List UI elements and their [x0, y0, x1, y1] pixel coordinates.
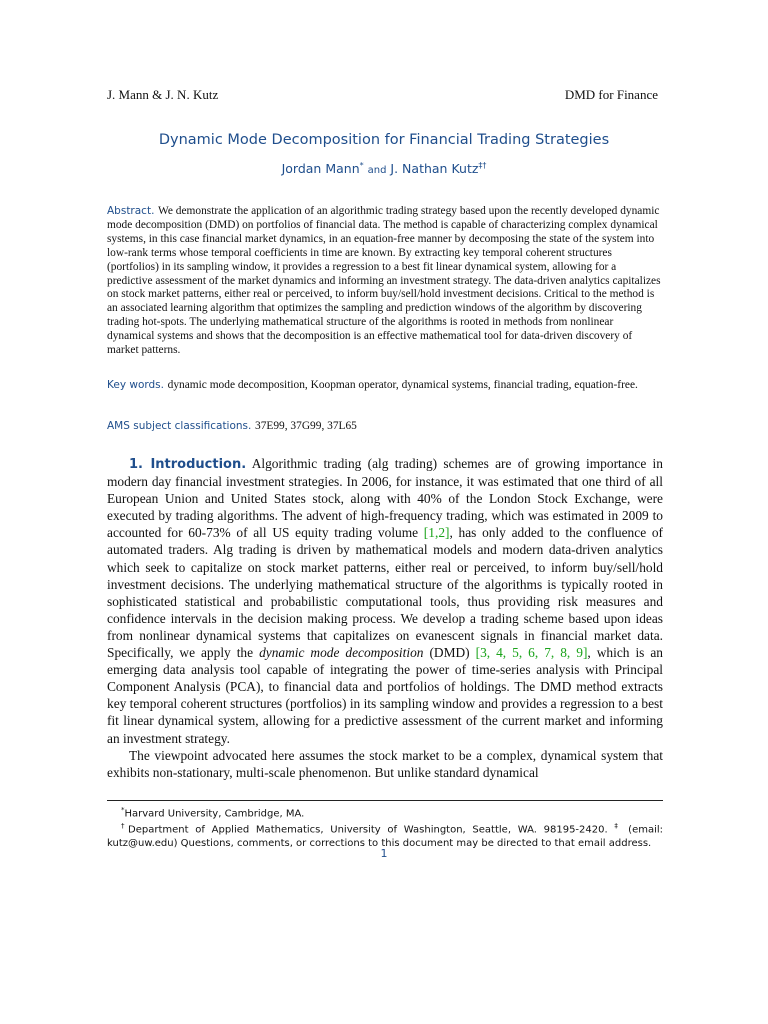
- ams-block: [107, 419, 663, 433]
- keywords-label: Key words.: [107, 379, 164, 391]
- paper-title: Dynamic Mode Decomposition for Financial Trading Strategies: [158, 132, 610, 148]
- author-line: [0, 161, 768, 176]
- citation-link[interactable]: 7,: [544, 645, 555, 661]
- citation-link[interactable]: [1,: [423, 525, 439, 541]
- intro-paragraph-2: The viewpoint advocated here assumes the stock market to be a complex, dynamical system that exhibits non-stationary, multi-scale phenomenon. But unlike standard dynamical: [107, 747, 663, 780]
- abstract-block: [107, 204, 663, 357]
- author-conjunction: and: [367, 165, 387, 177]
- citation-link[interactable]: 6,: [528, 645, 539, 661]
- author-name-2: J. Nathan Kutz: [390, 161, 479, 177]
- running-head-right: DMD for Finance: [564, 87, 658, 102]
- running-head-left: J. Mann & J. N. Kutz: [107, 87, 219, 102]
- ams-label: AMS subject classifications.: [107, 420, 252, 432]
- intro-text-d: , which is an emerging data analysis tool capable of integrating the power of time-series analysis with Principal Component Analysis (PCA), to financial data and portfolios of holdings. The DMD method extracts key temporal coherent structures (portfolios) in its sampling window and provides a regression to a best fit linear dynamical system, allowing for a predictive assessment of the current market and informing an investment strategy.: [107, 645, 663, 746]
- footnote-divider: [107, 800, 663, 801]
- ams-text: 37E99, 37G99, 37L65: [255, 420, 357, 432]
- footnote-3-text: (email: kutz@uw.edu) Questions, comments, or corrections to this document may be directed to that email address.: [107, 824, 664, 849]
- author-footnote-mark-2: ‡†: [478, 161, 487, 170]
- intro-text-b: , has only added to the confluence of automated traders. Alg trading is driven by mathematical models and modern data-driven analytics which seek to capitalize on stock market patterns, either real or perceived, to inform buy/sell/hold investment decisions. The underlying mathematical structure of the algorithms is typically rooted in sophisticated statistical and probabilistic computational tools, thus providing risk measures and confidence intervals in the decision making process. We develop a trading scheme based upon ideas from nonlinear dynamical systems that capitalizes on evanescent signals in financial market data. Specifically, we apply the: [107, 525, 663, 661]
- section-heading: 1. Introduction.: [129, 457, 247, 472]
- abstract-text: We demonstrate the application of an algorithmic trading strategy based upon the recently developed dynamic mode decomposition (DMD) on portfolios of financial data. The method is capable of characterizing complex dynamical systems, in this case financial market dynamics, in an equation-free manner by decomposing the state of the system into low-rank terms whose temporal coefficients in time are known. By extracting key temporal coherent structures (portfolios) in its sampling window, it provides a regression to a best fit linear dynamical system, allowing for a predictive assessment of the market dynamics and informing an investment strategy. The data-driven analytics capitalizes on stock market patterns, either real or perceived, to inform buy/sell/hold investment decisions. Critical to the method is an associated learning algorithm that optimizes the sampling and prediction windows of the algorithm by discovering trading hot-spots. The underlying mathematical structure of the algorithms is rooted in methods from nonlinear dynamical systems and shows that the decomposition is an effective mathematical tool for data-driven discovery of market patterns.: [107, 205, 661, 357]
- dmd-term: dynamic mode decomposition: [259, 645, 424, 661]
- introduction-section: [107, 455, 663, 781]
- keywords-text: dynamic mode decomposition, Koopman operator, dynamical systems, financial trading, equation-free.: [167, 379, 638, 391]
- citation-link[interactable]: 4,: [496, 645, 507, 661]
- intro-text-a: Algorithmic trading (alg trading) schemes are of growing importance in modern day financial investment strategies. In 2006, for instance, it was estimated that one third of all European Union and United States stock, along with 40% of the London Stock Exchange, were executed by trading algorithms. The advent of high-frequency trading, which was estimated in 2009 to accounted for 60-73% of all US equity trading volume: [107, 456, 663, 541]
- footnote-mark: *: [121, 806, 125, 814]
- author-name-1: Jordan Mann: [281, 161, 360, 177]
- intro-text-c: (DMD): [423, 645, 476, 661]
- footnote-1: [107, 804, 663, 820]
- footnote-mark: †: [121, 822, 129, 831]
- footnote-mark: ‡: [614, 822, 622, 831]
- author-footnote-mark-1: *: [359, 161, 364, 170]
- citation-link[interactable]: 8,: [560, 645, 571, 661]
- footnote-2-text: Department of Applied Mathematics, University of Washington, Seattle, WA. 98195-2420.: [128, 824, 608, 836]
- citation-link[interactable]: 9]: [576, 645, 588, 661]
- keywords-block: [107, 378, 663, 392]
- citation-link[interactable]: [3,: [475, 645, 491, 661]
- intro-paragraph-1: [107, 455, 663, 747]
- citation-link[interactable]: 5,: [512, 645, 523, 661]
- footnote-2: [107, 820, 663, 849]
- abstract-label: Abstract.: [107, 205, 155, 217]
- citation-link[interactable]: 2]: [438, 525, 450, 541]
- page-number: 1: [380, 847, 388, 860]
- footnotes: [107, 804, 663, 850]
- footnote-1-text: Harvard University, Cambridge, MA.: [124, 808, 305, 820]
